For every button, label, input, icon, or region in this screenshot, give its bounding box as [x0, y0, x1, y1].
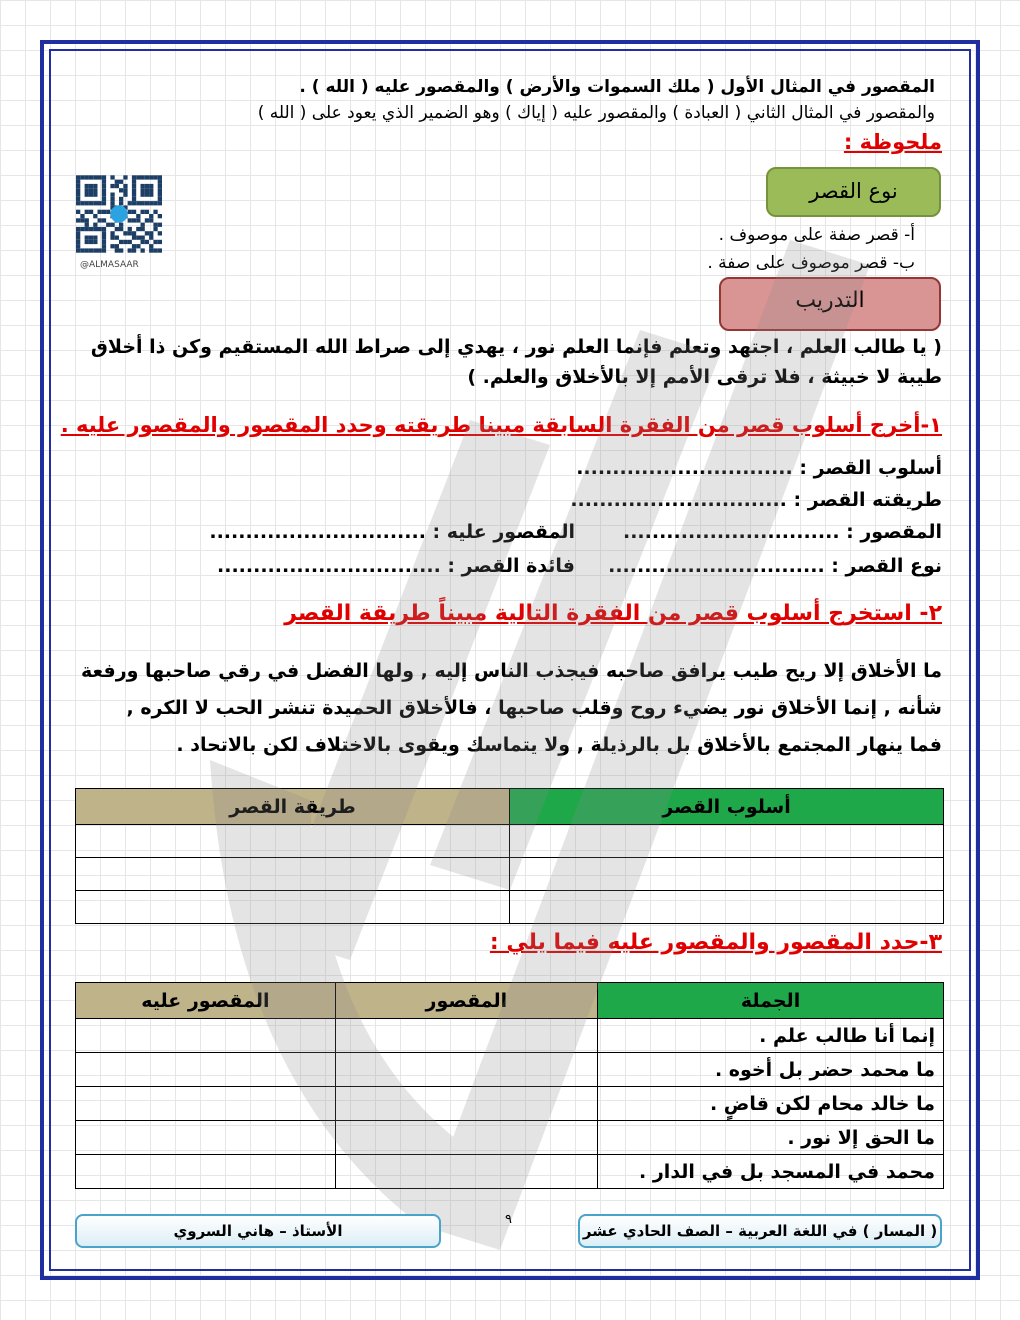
table-row [76, 1087, 944, 1121]
q3-sentence: محمد في المسجد بل في الدار . [598, 1155, 944, 1189]
q1-maqsur-alayh-line: المقصور عليه : .............................. [209, 521, 575, 543]
training-passage-line-1: ( يا طالب العلم ، اجتهد وتعلم فإنما العلم نور ، يهدي إلى صراط الله المستقيم وكن ذا أخلاق [90, 336, 942, 358]
q3-table [75, 982, 944, 1189]
q3-title: ٣-حدد المقصور والمقصور عليه فيما يلي : [489, 930, 942, 955]
q3-cell[interactable] [335, 1053, 597, 1087]
q2-passage-line-3: فما ينهار المجتمع بالأخلاق بل بالرذيلة , ولا يتماسك ويقوى بالاختلاف لكن بالاتحاد . [176, 734, 942, 756]
q1-style-line: أسلوب القصر : .............................. [576, 457, 942, 479]
q1-title: ١-أخرج أسلوب قصر من الفقرة السابقة مبينا طريقته وحدد المقصور والمقصور عليه . [60, 413, 942, 437]
q2-passage-line-1: ما الأخلاق إلا ريح طيب يرافق صاحبه فيجذب الناس إليه , ولها الفضل في رقي صاحبها ورفعة [81, 660, 942, 682]
qasr-type-item-b: ب- قصر موصوف على صفة . [707, 253, 915, 273]
q3-header-maqsur-alayh: المقصور عليه [76, 983, 336, 1019]
q1-type-line: نوع القصر : .............................. [608, 555, 942, 577]
q3-header-sentence: الجملة [598, 983, 944, 1019]
q2-cell[interactable] [510, 858, 944, 891]
q3-header-maqsur: المقصور [335, 983, 597, 1019]
footer-course: ( المسار ) في اللغة العربية – الصف الحادي عشر [578, 1214, 942, 1248]
qr-caption: @ALMASAAR [80, 260, 139, 270]
training-passage-line-2: طيبة لا خبيثة ، فلا ترقى الأمم إلا بالأخلاق والعلم. ) [467, 366, 942, 388]
q3-cell[interactable] [76, 1053, 336, 1087]
q3-sentence: ما خالد محام لكن قاضٍ . [598, 1087, 944, 1121]
table-row [76, 1121, 944, 1155]
page-number: ٩ [505, 1212, 512, 1227]
table-row [76, 1053, 944, 1087]
intro-line-2: والمقصور في المثال الثاني ( العبادة ) والمقصور عليه ( إياك ) وهو الضمير الذي يعود على ( الله ) [257, 103, 935, 123]
q3-sentence: إنما أنا طالب علم . [598, 1019, 944, 1053]
q2-title: ٢- استخرج أسلوب قصر من الفقرة التالية مبيناً طريقة القصر [284, 601, 942, 626]
footer-teacher: الأستاذ – هاني السروي [75, 1214, 441, 1248]
q1-benefit-line: فائدة القصر : ............................... [217, 555, 575, 577]
q2-cell[interactable] [510, 891, 944, 924]
q3-cell[interactable] [76, 1019, 336, 1053]
q2-header-method: طريقة القصر [76, 789, 510, 825]
q3-cell[interactable] [76, 1155, 336, 1189]
q1-maqsur-line: المقصور : .............................. [623, 521, 942, 543]
intro-line-1: المقصور في المثال الأول ( ملك السموات والأرض ) والمقصور عليه ( الله ) . [299, 77, 935, 97]
qasr-type-item-a: أ- قصر صفة على موصوف . [718, 225, 915, 245]
q3-sentence: ما الحق إلا نور . [598, 1121, 944, 1155]
q2-cell[interactable] [76, 858, 510, 891]
qr-code-icon [76, 175, 162, 253]
q3-cell[interactable] [335, 1121, 597, 1155]
q3-sentence: ما محمد حضر بل أخوه . [598, 1053, 944, 1087]
q3-cell[interactable] [335, 1019, 597, 1053]
q1-method-line: طريقته القصر : .............................. [570, 489, 942, 511]
qasr-type-title: نوع القصر [766, 167, 941, 217]
training-title: التدريب [719, 277, 941, 331]
q3-cell[interactable] [76, 1087, 336, 1121]
q2-table [75, 788, 944, 924]
q3-cell[interactable] [76, 1121, 336, 1155]
q2-cell[interactable] [510, 825, 944, 858]
q3-cell[interactable] [335, 1087, 597, 1121]
table-row [76, 1019, 944, 1053]
note-label: ملحوظة : [843, 130, 942, 154]
q2-cell[interactable] [76, 891, 510, 924]
q3-cell[interactable] [335, 1155, 597, 1189]
q2-header-style: أسلوب القصر [510, 789, 944, 825]
q2-passage-line-2: شأنه , إنما الأخلاق نور يضيء روح وقلب صاحبها ، فالأخلاق الحميدة تنشر الحب لا الكره , [126, 697, 942, 719]
q2-cell[interactable] [76, 825, 510, 858]
table-row [76, 1155, 944, 1189]
